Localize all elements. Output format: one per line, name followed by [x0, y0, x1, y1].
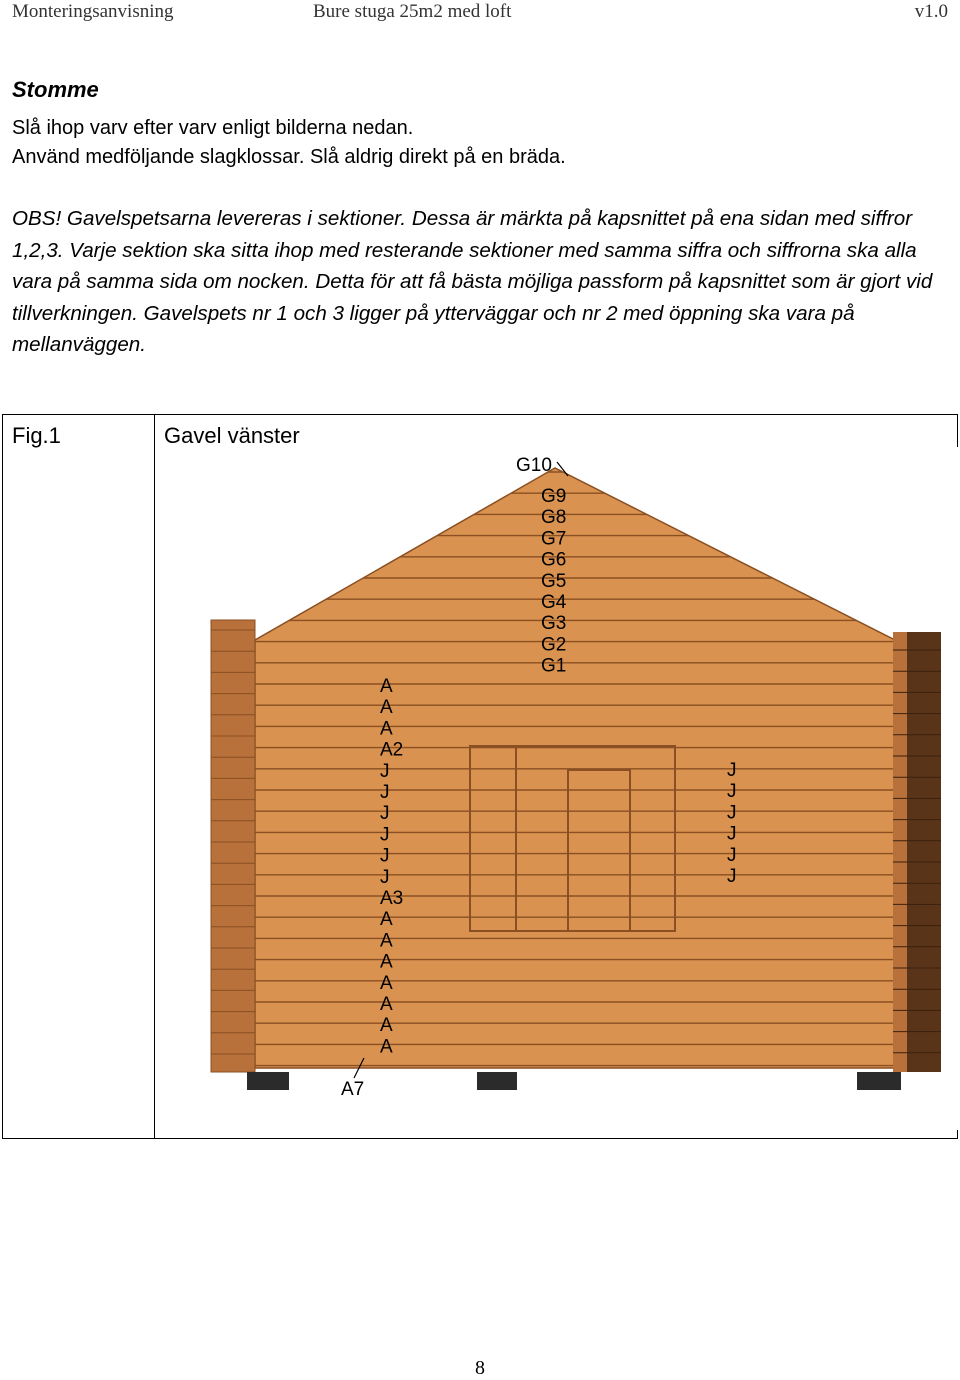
gable-label: G5 [541, 570, 567, 592]
wall-label-left: J [380, 866, 390, 888]
intro-line: Använd medföljande slagklossar. Slå aldrig direkt på en bräda. [12, 146, 566, 168]
page-number: 8 [475, 1357, 485, 1379]
header-left: Monteringsanvisning [12, 1, 174, 22]
gable-label: G1 [541, 655, 567, 677]
wall-label-left: A3 [380, 888, 404, 909]
wall-label-right: J [727, 781, 737, 803]
gable-label: G2 [541, 634, 567, 656]
left-corner [211, 620, 255, 1072]
section-title: Stomme [12, 77, 99, 102]
gable-label: G7 [541, 528, 567, 550]
wall-label-right: J [727, 844, 737, 866]
header-right: v1.0 [914, 1, 948, 22]
wall-label-left: A [380, 1015, 393, 1037]
wall-label-left: A [380, 676, 393, 697]
wall-label-left: A [380, 951, 393, 973]
wall-label-left: A [380, 972, 393, 994]
wall-label-left: A2 [380, 739, 404, 761]
wall-label-left: J [380, 803, 390, 825]
gable-label: G4 [541, 592, 567, 613]
bottom-label: A7 [341, 1079, 365, 1100]
gable-label: G6 [541, 549, 567, 571]
gable-label: G3 [541, 613, 567, 635]
figure-caption: Gavel vänster [164, 423, 300, 448]
wall-label-right: J [727, 823, 737, 845]
gable-label: G8 [541, 507, 567, 529]
right-corner-face [893, 632, 907, 1072]
gable-label: G10 [516, 455, 552, 476]
wall-label-left: A [380, 909, 393, 931]
foundation-block [857, 1072, 901, 1090]
intro-line: Slå ihop varv efter varv enligt bilderna nedan. [12, 117, 414, 139]
wall-label-left: J [380, 824, 390, 846]
gable-label: G9 [541, 486, 567, 507]
wall-label-left: A [380, 930, 393, 952]
wall-label-left: J [380, 782, 390, 803]
note-paragraph: OBS! Gavelspetsarna levereras i sektioner. Dessa är märkta på kapsnittet på ena sidan med siffror 1,2,3. Varje sektion ska sitta ihop med resterande sektioner med samma siffra och siffrorna ska alla vara på samma sida om nocken. Detta för att få bästa möjliga passform på kapsnittet som är gjort vid tillverkningen. Gavelspets nr 1 och 3 ligger på ytterväggar och nr 2 med öppning ska vara på mellanväggen. [12, 207, 933, 356]
wall-label-left: A [380, 697, 393, 719]
wall-label-left: A [380, 718, 393, 740]
wall-label-left: A [380, 1036, 393, 1058]
wall-label-right: J [727, 760, 737, 781]
wall-label-left: A [380, 994, 393, 1015]
wall-label-right: J [727, 802, 737, 824]
wall-label-left: J [380, 845, 390, 867]
wall-label-right: J [727, 866, 737, 887]
figure-label: Fig.1 [12, 423, 61, 448]
wall-label-left: J [380, 760, 390, 782]
foundation-block [477, 1072, 517, 1090]
header-center: Bure stuga 25m2 med loft [313, 1, 512, 22]
foundation-block [247, 1072, 289, 1090]
wall-body [211, 460, 941, 1090]
